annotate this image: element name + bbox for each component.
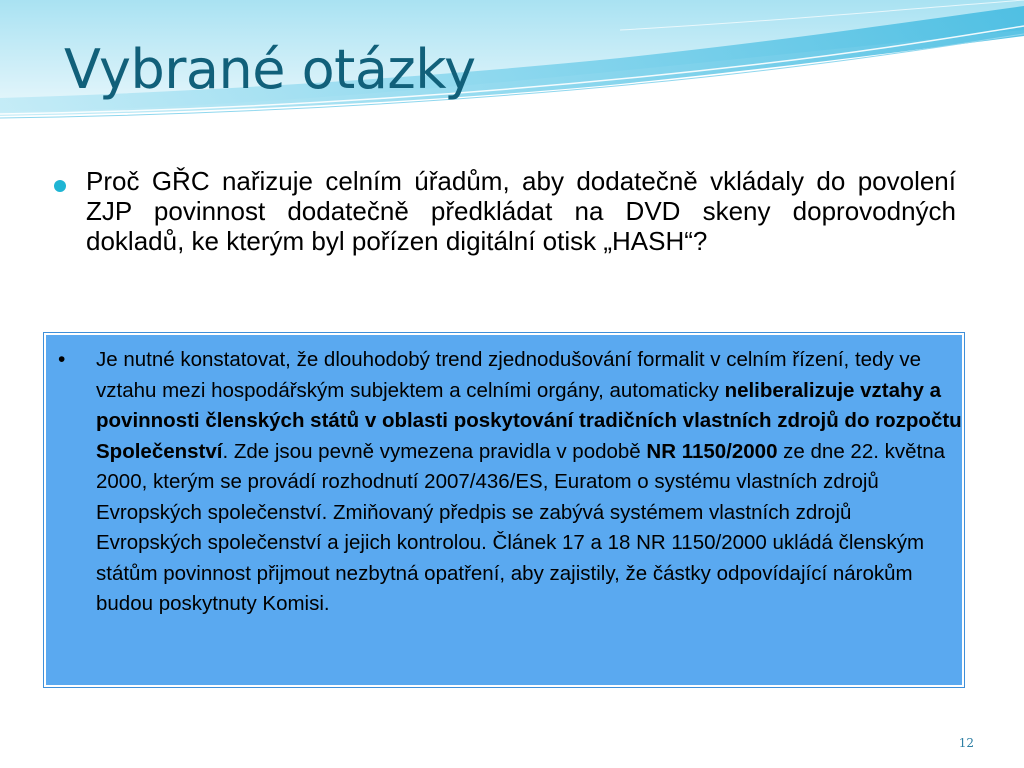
answer-bullet: • (58, 348, 66, 371)
question-block (54, 166, 956, 256)
answer-bold-2: NR 1150/2000 (646, 439, 778, 463)
page-number: 12 (958, 736, 974, 750)
slide-title: Vybrané otázky (64, 38, 476, 101)
answer-part-3: ze dne 22. května 2000, kterým se provádí rozhodnutí 2007/436/ES, Euratom o systému vlastních zdrojů Evropských společenství. Zmiňovaný předpis se zabývá systémem vlastních zdrojů Evropských společenství a jejich kontrolou. Článek 17 a 18 NR 1150/2000 ukládá členským státům povinnost přijmout nezbytná opatření, aby zajistily, že částky odpovídající nárokům budou poskytnuty Komisi. (96, 439, 946, 615)
answer-box (44, 333, 964, 687)
answer-part-2: . Zde jsou pevně vymezena pravidla v podobě (222, 439, 647, 463)
answer-bold-1: neliberalizuje vztahy a povinnosti členských států v oblasti poskytování tradičních vlastních zdrojů do rozpočtu Společenství (96, 378, 962, 463)
bullet-dot-icon (54, 180, 66, 192)
answer-text (96, 345, 962, 620)
answer-part-1: Je nutné konstatovat, že dlouhodobý trend zjednodušování formalit v celním řízení, tedy ve vztahu mezi hospodářským subjektem a celními orgány, automaticky (96, 348, 922, 402)
question-text: Proč GŘC nařizuje celním úřadům, aby dodatečně vkládaly do povolení ZJP povinnost dodatečně předkládat na DVD skeny doprovodných dokladů, ke kterým byl pořízen digitální otisk „HASH“? (86, 166, 956, 256)
